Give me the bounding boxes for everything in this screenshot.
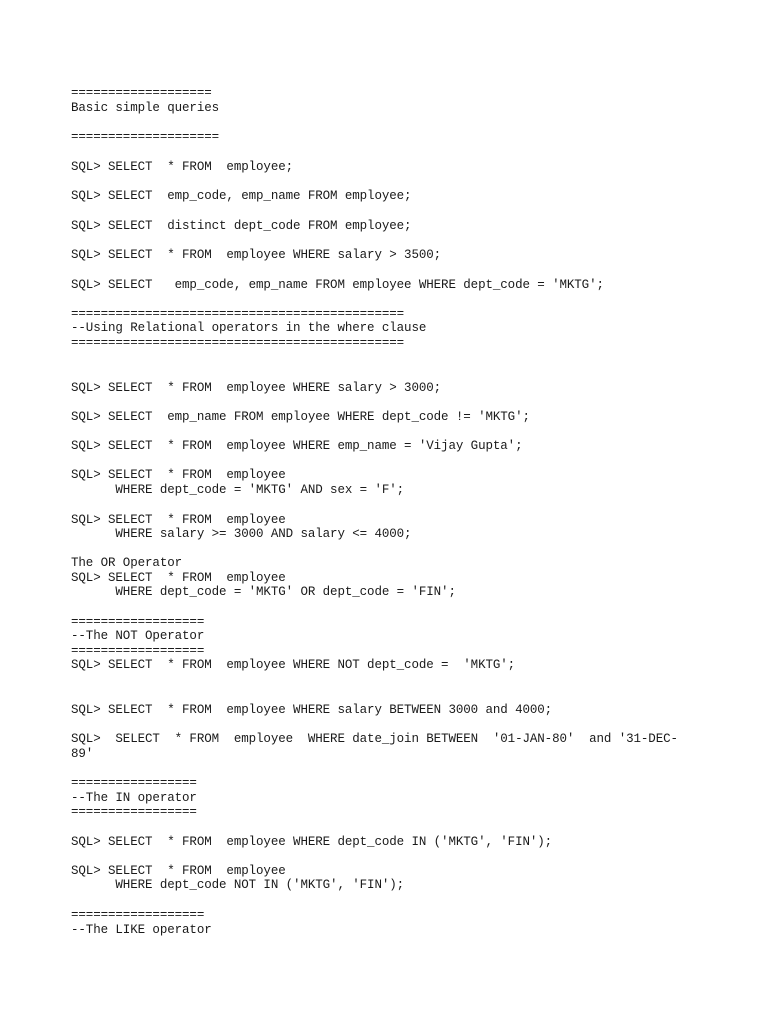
sql-query-line: SQL> SELECT * FROM employee WHERE dept_code IN ('MKTG', 'FIN');	[71, 835, 553, 849]
section-heading: --The LIKE operator	[71, 923, 212, 937]
sql-query-line: SQL> SELECT * FROM employee WHERE date_join BETWEEN '01-JAN-80' and '31-DEC-	[71, 732, 678, 746]
section-heading: Basic simple queries	[71, 101, 220, 115]
sql-query-continuation: WHERE dept_code = 'MKTG' OR dept_code = 'FIN';	[71, 585, 456, 599]
separator-line: ==================	[71, 644, 205, 658]
separator-line: =================	[71, 805, 197, 819]
sql-query-line: SQL> SELECT emp_name FROM employee WHERE dept_code != 'MKTG';	[71, 410, 530, 424]
separator-line: =============================================	[71, 336, 405, 350]
sql-query-continuation: 89'	[71, 747, 94, 761]
sql-query-line: SQL> SELECT * FROM employee	[71, 571, 286, 585]
sql-query-continuation: WHERE dept_code NOT IN ('MKTG', 'FIN');	[71, 878, 405, 892]
sql-query-line: SQL> SELECT emp_code, emp_name FROM employee WHERE dept_code = 'MKTG';	[71, 278, 604, 292]
sql-query-line: SQL> SELECT * FROM employee	[71, 864, 286, 878]
section-heading: --Using Relational operators in the where clause	[71, 321, 427, 335]
sql-query-continuation: WHERE dept_code = 'MKTG' AND sex = 'F';	[71, 483, 405, 497]
section-heading: --The NOT Operator	[71, 629, 205, 643]
separator-line: =================	[71, 776, 197, 790]
separator-line: ===================	[71, 86, 212, 100]
section-heading: --The IN operator	[71, 791, 197, 805]
sql-query-line: SQL> SELECT * FROM employee	[71, 468, 286, 482]
sql-query-line: SQL> SELECT * FROM employee WHERE salary > 3500;	[71, 248, 442, 262]
separator-line: =============================================	[71, 307, 405, 321]
sql-query-line: SQL> SELECT emp_code, emp_name FROM employee;	[71, 189, 412, 203]
separator-line: ==================	[71, 615, 205, 629]
sql-query-line: SQL> SELECT * FROM employee WHERE emp_name = 'Vijay Gupta';	[71, 439, 523, 453]
sql-query-line: SQL> SELECT * FROM employee	[71, 513, 286, 527]
sql-query-continuation: WHERE salary >= 3000 AND salary <= 4000;	[71, 527, 412, 541]
sql-query-line: SQL> SELECT * FROM employee WHERE salary BETWEEN 3000 and 4000;	[71, 703, 553, 717]
sql-query-line: SQL> SELECT * FROM employee WHERE NOT dept_code = 'MKTG';	[71, 658, 516, 672]
sql-query-line: SQL> SELECT distinct dept_code FROM employee;	[71, 219, 412, 233]
separator-line: ====================	[71, 130, 220, 144]
sql-query-line: SQL> SELECT * FROM employee WHERE salary > 3000;	[71, 381, 442, 395]
sql-query-line: SQL> SELECT * FROM employee;	[71, 160, 294, 174]
separator-line: ==================	[71, 908, 205, 922]
section-heading: The OR Operator	[71, 556, 183, 570]
